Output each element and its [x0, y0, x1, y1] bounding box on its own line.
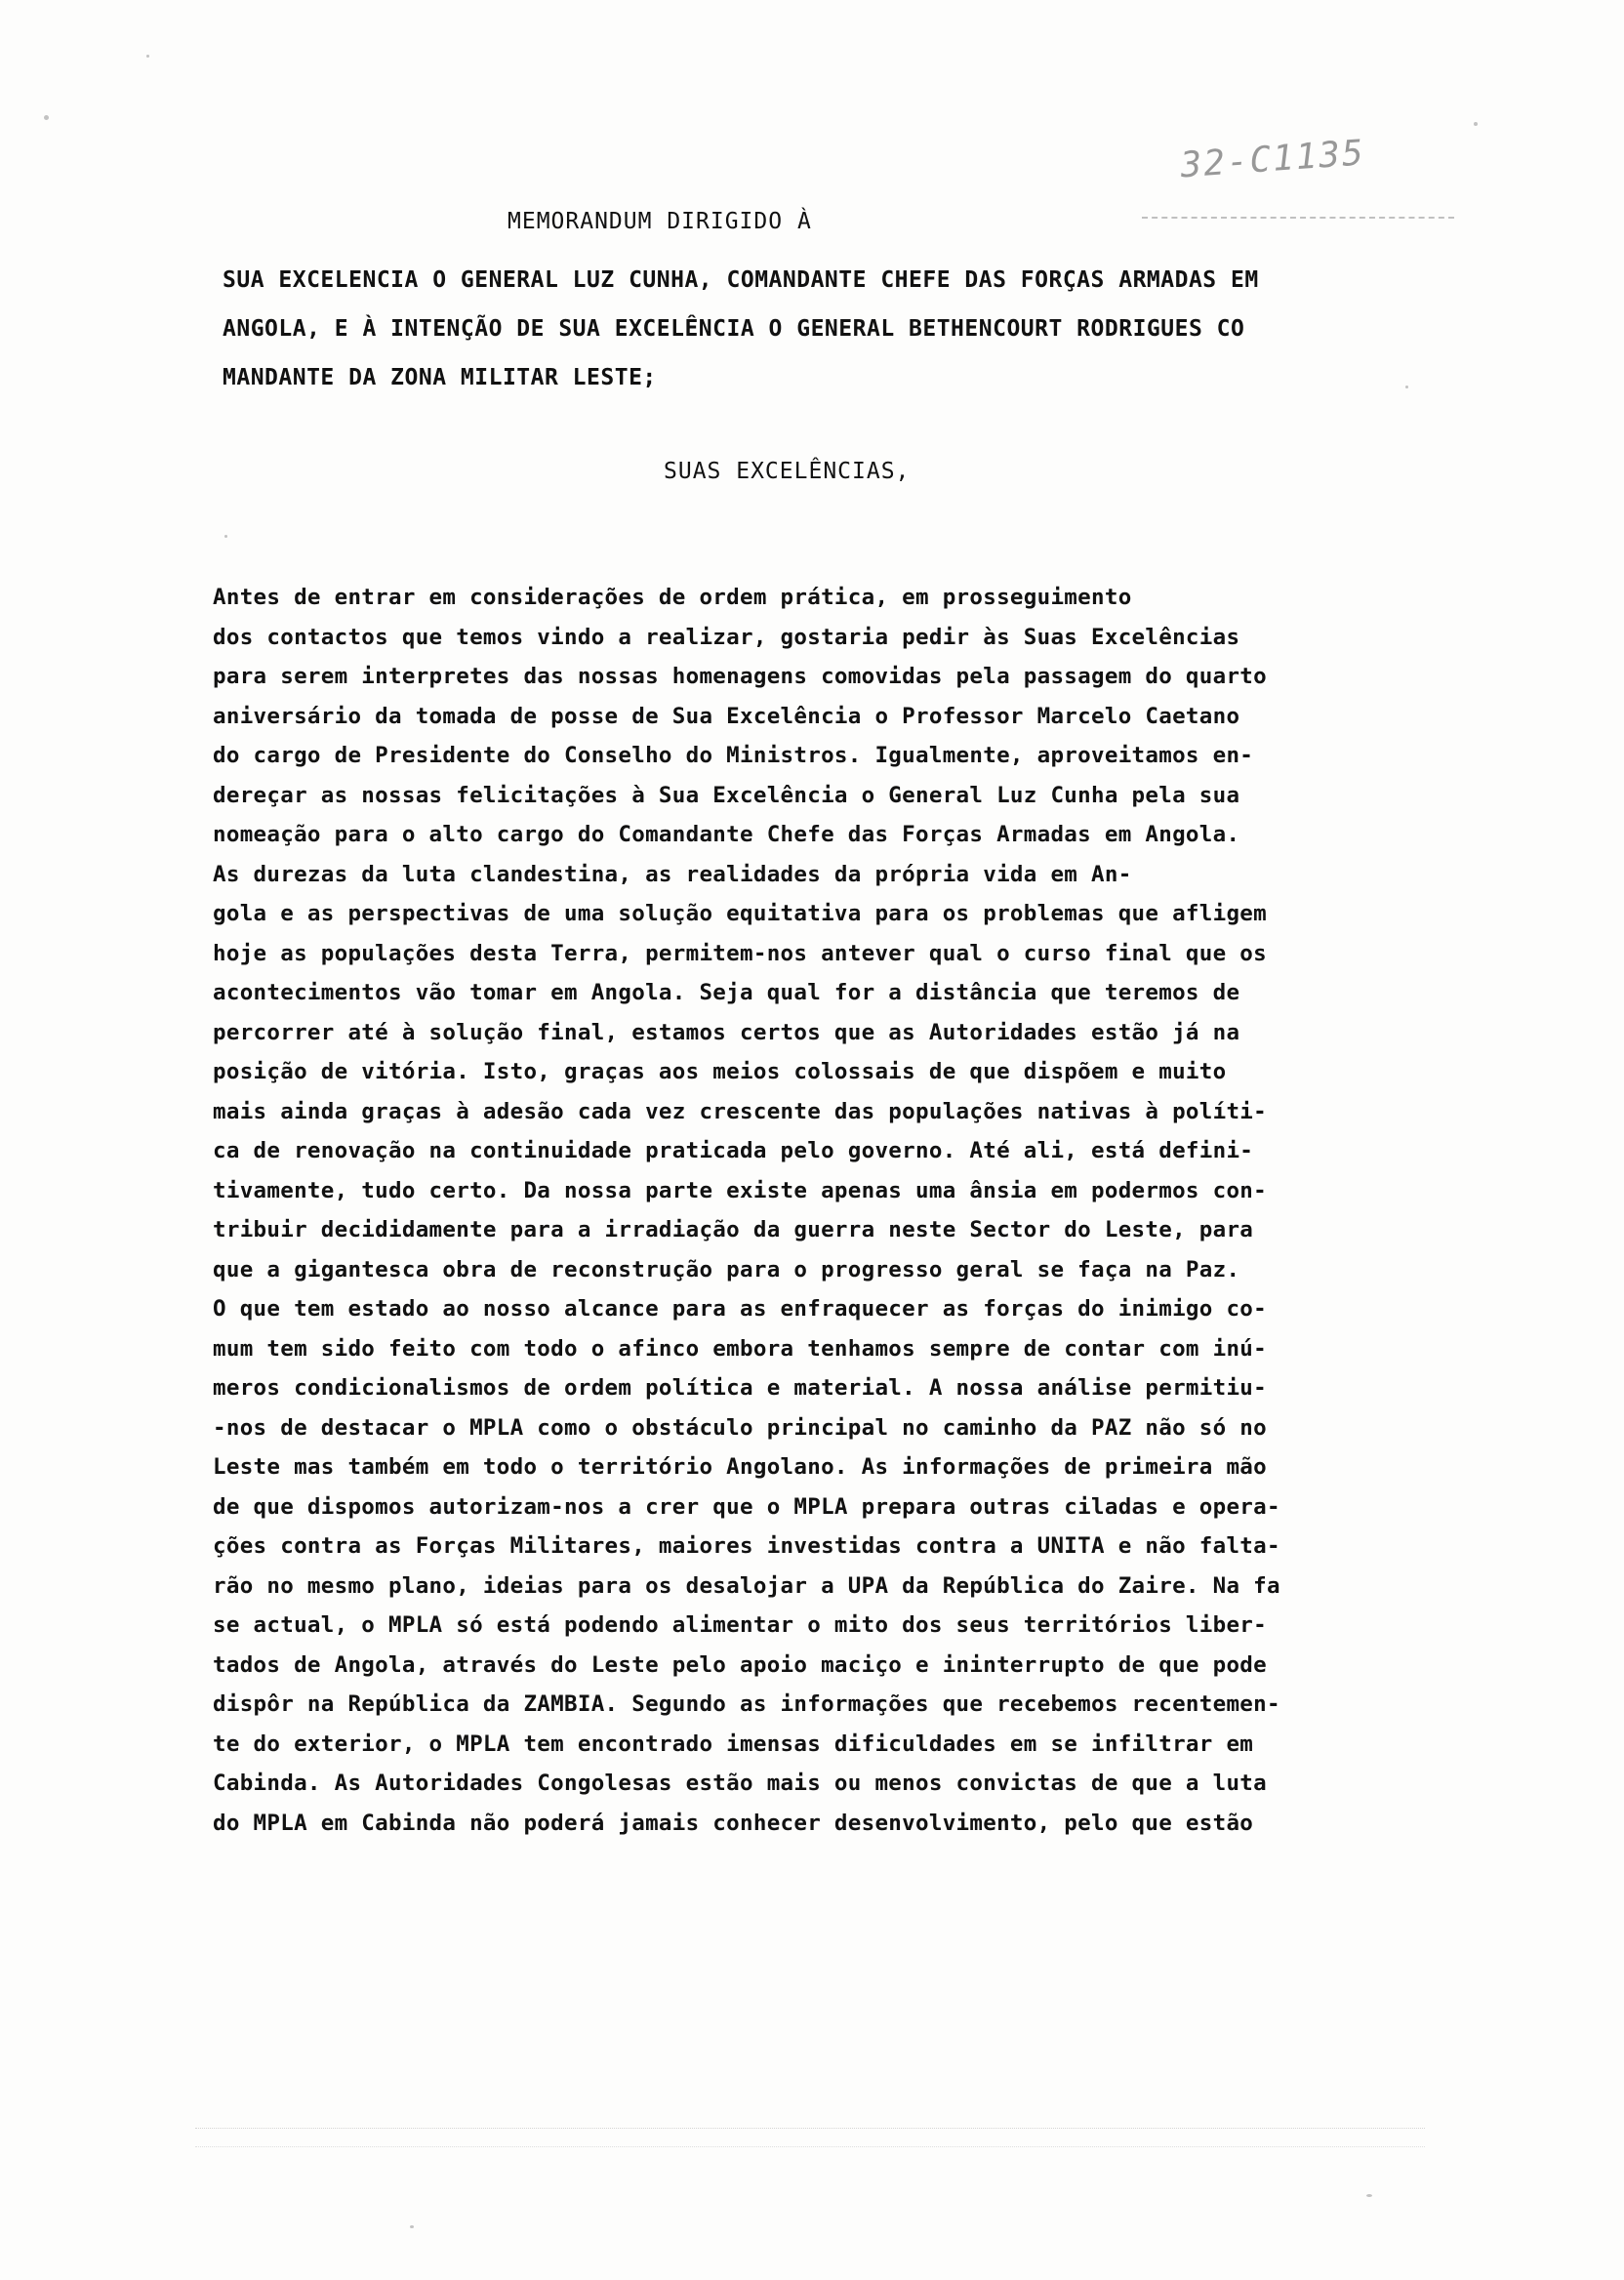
scan-speck: [146, 55, 149, 58]
body-line: -nos de destacar o MPLA como o obstáculo principal no caminho da PAZ não só no: [213, 1414, 1267, 1441]
stamp-underline: [1142, 217, 1454, 219]
body-line: do MPLA em Cabinda não poderá jamais conhecer desenvolvimento, pelo que estão: [213, 1810, 1254, 1836]
scan-speck: [1474, 122, 1478, 126]
body-line: dispôr na República da ZAMBIA. Segundo as informações que recebemos recentemen-: [213, 1691, 1280, 1717]
body-line: nomeação para o alto cargo do Comandante Chefe das Forças Armadas em Angola.: [213, 822, 1240, 847]
body-line: se actual, o MPLA só está podendo alimentar o mito dos seus territórios liber-: [213, 1612, 1267, 1638]
scan-speck: [44, 115, 49, 120]
body-line: gola e as perspectivas de uma solução equitativa para os problemas que afligem: [213, 901, 1267, 926]
body-line: para serem interpretes das nossas homenagens comovidas pela passagem do quarto: [213, 664, 1267, 689]
body-line: rão no mesmo plano, ideias para os desalojar a UPA da República do Zaire. Na fa: [213, 1572, 1280, 1599]
body-line: O que tem estado ao nosso alcance para as enfraquecer as forças do inimigo co-: [213, 1296, 1267, 1322]
scan-speck: [1405, 386, 1408, 388]
memo-body: [213, 578, 1450, 1843]
salutation: SUAS EXCELÊNCIAS,: [664, 459, 911, 484]
body-line: hoje as populações desta Terra, permitem-nos antever qual o curso final que os: [213, 940, 1267, 966]
body-line: percorrer até à solução final, estamos certos que as Autoridades estão já na: [213, 1019, 1240, 1045]
scan-noise: [195, 2128, 1425, 2147]
body-line: meros condicionalismos de ordem política e material. A nossa análise permitiu-: [213, 1375, 1267, 1401]
body-line: Antes de entrar em considerações de ordem prática, em prosseguimento: [213, 585, 1132, 610]
body-line: tados de Angola, através do Leste pelo apoio maciço e ininterrupto de que pode: [213, 1651, 1267, 1678]
body-line: As durezas da luta clandestina, as realidades da própria vida em An-: [213, 861, 1132, 887]
body-line: tribuir decididamente para a irradiação da guerra neste Sector do Leste, para: [213, 1217, 1254, 1242]
body-line: do cargo de Presidente do Conselho do Ministros. Igualmente, aproveitamos en-: [213, 743, 1254, 768]
body-line: te do exterior, o MPLA tem encontrado imensas dificuldades em se infiltrar em: [213, 1730, 1254, 1757]
body-line: de que dispomos autorizam-nos a crer que o MPLA prepara outras ciladas e opera-: [213, 1493, 1280, 1520]
body-line: ca de renovação na continuidade praticada pelo governo. Até ali, está defini-: [213, 1138, 1254, 1163]
body-line: posição de vitória. Isto, graças aos meios colossais de que dispõem e muito: [213, 1059, 1227, 1084]
body-line: mum tem sido feito com todo o afinco embora tenhamos sempre de contar com inú-: [213, 1335, 1267, 1362]
archive-reference-stamp: 32-C1135: [1179, 133, 1367, 186]
body-line: dos contactos que temos vindo a realizar, gostaria pedir às Suas Excelências: [213, 624, 1240, 650]
body-line: aniversário da tomada de posse de Sua Excelência o Professor Marcelo Caetano: [213, 703, 1240, 729]
body-line: mais ainda graças à adesão cada vez crescente das populações nativas à políti-: [213, 1098, 1267, 1124]
body-line: ções contra as Forças Militares, maiores investidas contra a UNITA e não falta-: [213, 1533, 1280, 1559]
memo-title: MEMORANDUM DIRIGIDO À: [508, 209, 812, 234]
body-line: Cabinda. As Autoridades Congolesas estão mais ou menos convictas de que a luta: [213, 1771, 1267, 1796]
scan-speck: [410, 2225, 414, 2228]
body-line: dereçar as nossas felicitações à Sua Excelência o General Luz Cunha pela sua: [213, 782, 1240, 808]
addressee-line: ANGOLA, E À INTENÇÃO DE SUA EXCELÊNCIA O GENERAL BETHENCOURT RODRIGUES CO: [223, 316, 1245, 342]
body-line: tivamente, tudo certo. Da nossa parte existe apenas uma ânsia em podermos con-: [213, 1177, 1267, 1203]
addressee-block: [223, 256, 1423, 402]
body-line: que a gigantesca obra de reconstrução para o progresso geral se faça na Paz.: [213, 1256, 1240, 1282]
scan-speck: [1366, 2194, 1372, 2197]
body-line: acontecimentos vão tomar em Angola. Seja qual for a distância que teremos de: [213, 980, 1240, 1005]
addressee-line: SUA EXCELENCIA O GENERAL LUZ CUNHA, COMANDANTE CHEFE DAS FORÇAS ARMADAS EM: [223, 267, 1259, 293]
addressee-line: MANDANTE DA ZONA MILITAR LESTE;: [223, 365, 657, 390]
scan-speck: [224, 535, 227, 538]
body-line: Leste mas também em todo o território Angolano. As informações de primeira mão: [213, 1454, 1267, 1480]
